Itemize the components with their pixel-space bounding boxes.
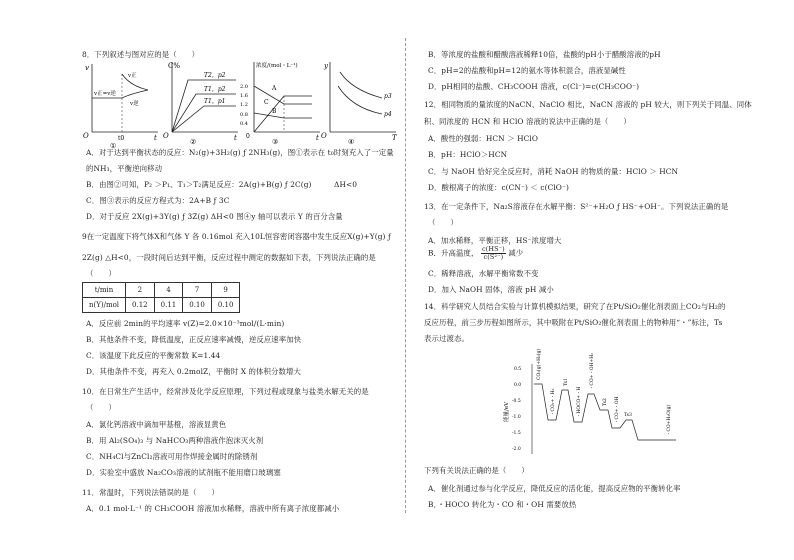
fig2-line3-label: T1，p1 (204, 98, 226, 105)
fig4-p4: p4 (384, 111, 392, 118)
q12-option-b: B．pH：HClO＞HCN (428, 150, 508, 159)
q13-option-a: A．加水稀释，平衡正移，HS⁻浓度增大 (428, 236, 562, 245)
energy-label: CO₂(g)+H₂(g) (537, 348, 542, 380)
fig2-line1-label: T2，p2 (204, 72, 226, 79)
table-row (83, 298, 240, 313)
table-cell: 7 (183, 283, 212, 298)
table-cell: 4 (154, 283, 183, 298)
q9-option-d: D．其他条件不变，再充入 0.2molZ，平衡时 X 的体积分数增大 (86, 367, 301, 376)
q13-stem-line2: （ ） (428, 218, 458, 227)
fig2-y-label: C% (168, 62, 181, 70)
q9-stem-line2: 2Z(g) △H<0，一段时间后达到平衡，反应过程中测定的数据如下表，下列说法正确的是 (82, 253, 376, 262)
ytick: 0.5 (514, 367, 522, 372)
q10-stem-line2: （ ） (86, 403, 116, 412)
q9-stem-line3: （ ） (86, 269, 116, 278)
fig2-number: ② (190, 138, 197, 146)
fig1-number: ① (110, 142, 117, 150)
ytick: 0.0 (514, 383, 522, 388)
fig1-origin: O (83, 132, 89, 140)
q10-option-d: D．实验室中盛放 Na₂CO₃溶液的试剂瓶不能用磨口玻璃塞 (86, 468, 281, 477)
energy-y-label: 能量/eV (504, 401, 510, 422)
q9-option-b: B．其他条件不变，降低温度，正反应速率减慢，逆反应速率加快 (86, 335, 302, 344)
q12-stem-line1: 12．相同物质的量浓度的NaCN、NaClO 相比，NaCN 溶液的 pH 较大，则下列关于同温、同体 (424, 100, 752, 109)
fig1-t0: t0 (118, 135, 125, 142)
fig3-x-label: t (316, 134, 319, 142)
energy-label: ・CO+・OH+H₂ (590, 352, 595, 390)
q9-option-a: A．反应前 2min的平均速率 v(Z)=2.0×10⁻³mol/(L·min) (86, 319, 285, 328)
q8-option-a-line1: A．对于达到平衡状态的反应：N₂(g)+3H₂(g) ƒ 2NH₃(g)，图①表示在 t₀时刻充入了一定量 (86, 148, 394, 157)
q8-stem: 8．下列叙述与图对应的是（ ） (82, 50, 200, 59)
ytick: -1.5 (512, 431, 521, 436)
q14-energy-diagram (500, 350, 680, 460)
fig1-y-label: v (85, 64, 89, 72)
q10-option-a: A．氯化钙溶液中滴加甲基橙，溶液显黄色 (86, 420, 227, 429)
energy-label: ・HOCO+・H (577, 386, 582, 418)
ytick: -2.0 (512, 447, 521, 452)
energy-label: ・CO+・OH (615, 396, 620, 424)
table-cell: 0.10 (183, 298, 212, 313)
q8-figure-3 (238, 58, 324, 146)
fig3-label-a: A (272, 85, 277, 92)
fig1-vpos: v正 (128, 73, 137, 79)
table-cell: 0.12 (126, 298, 155, 313)
q11-option-b: B．等浓度的盐酸和醋酸溶液稀释10倍，盐酸的pH小于醋酸溶液的pH (428, 50, 661, 59)
q8-figure-1 (80, 60, 162, 150)
table-cell: 2 (126, 283, 155, 298)
fig4-origin: O (321, 132, 327, 140)
q13-option-b-suffix: 减少 (508, 248, 524, 258)
fig3-origin: 0 (246, 133, 250, 140)
q10-option-c: C．NH₄Cl与ZnCl₂溶液可用作焊接金属时的除锈剂 (86, 452, 258, 461)
fig3-ytick-4: 0.8 (240, 112, 248, 118)
q9-data-table (82, 282, 240, 313)
fig3-ytick-2: 1.6 (240, 93, 248, 99)
q9-stem-line1: 9在一定温度下将气体X和气体 Y 各 0.16mol 充入10L恒容密闭容器中发生反应X(g)+Y(g) ƒ (82, 232, 391, 241)
fig4-p3: p3 (384, 93, 392, 100)
q14-stem-line1: 14．科学研究人员结合实验与计算机模拟结果，研究了在Pt/SiO₂催化剂表面上CO₂与H₂的 (424, 302, 726, 311)
q8-option-d: D．对于反应 2X(g)+3Y(g) ƒ 3Z(g) ΔH<0 图④y 轴可以表示 Y 的百分含量 (86, 212, 343, 221)
fig4-x-label: T (392, 134, 397, 142)
q8-option-a-line2: 的NH₃，平衡逆向移动 (86, 164, 163, 173)
q8-option-b: B．由图②可知，P₂ ＞P₁、T₁＞T₂满足反应：2A(g)+B(g) ƒ 2C(g) ΔH<0 (86, 180, 358, 189)
q13-fraction (481, 246, 506, 261)
q10-option-b: B．用 Al₂(SO₄)₃ 与 NaHCO₃两种溶液作泡沫灭火剂 (86, 436, 264, 445)
q12-option-c: C．与 NaOH 恰好完全反应时，消耗 NaOH 的物质的量：HClO ＞ HCN (428, 167, 679, 176)
ytick: -0.5 (512, 399, 521, 404)
q13-fraction-numerator: c(HS⁻) (481, 245, 505, 253)
q12-option-a: A．酸性的强弱：HCN ＞ HClO (428, 134, 539, 143)
fig2-line2-label: T1，p2 (204, 86, 226, 93)
q8-figure-2 (160, 58, 242, 146)
q14-stem-line3: 表示过渡态。 (424, 334, 469, 343)
q11-option-a: A．0.1 mol·L⁻¹ 的 CH₃COOH 溶液加水稀释，溶液中所有离子浓度都减小 (86, 504, 340, 513)
fig3-y-label: 浓度/(mol・L⁻¹) (256, 63, 298, 69)
energy-label: ・CO+H₂O(g) (667, 404, 672, 436)
q13-option-b (428, 246, 523, 261)
energy-label: Ts1 (564, 378, 569, 386)
fig1-eq: v正=v逆 (94, 91, 116, 97)
q12-stem-line2: 积、同浓度的 HCN 和 HClO 溶液的说法中正确的是（ ） (424, 117, 631, 126)
table-cell: 0.11 (154, 298, 183, 313)
q11-option-d: D．pH相同的盐酸、CH₃COOH 溶液，c(Cl⁻)=c(CH₃COO⁻) (428, 82, 640, 91)
fig3-number: ③ (272, 138, 279, 146)
table-row (83, 283, 240, 298)
table-cell: 9 (211, 283, 240, 298)
fig3-ytick-5: 0.4 (240, 121, 248, 127)
ytick: -1.0 (512, 415, 521, 420)
q13-option-c: C．稀释溶液，水解平衡常数不变 (428, 269, 539, 278)
q13-option-b-prefix: B．升高温度， (428, 248, 479, 258)
fig2-x-label: t (234, 134, 237, 142)
q14-stem-line2: 反应历程，前三步历程如图所示，其中吸附在Pt/SiO₂催化剂表面上的物种用“・”标注，Ts (424, 318, 723, 327)
q8-figure-4 (318, 58, 400, 146)
fig4-number: ④ (348, 138, 355, 146)
fig4-y-label: y (324, 62, 328, 70)
q13-option-d: D．加入 NaOH 固体，溶液 pH 减小 (428, 285, 554, 294)
column-divider (405, 38, 407, 513)
fig2-origin: O (163, 132, 169, 140)
q14-option-b: B．・HOCO 转化为・CO 和・OH 需要放热 (428, 500, 577, 509)
q10-stem-line1: 10．在日常生产生活中，经常涉及化学反应原理，下列过程或现象与盐类水解无关的是 (82, 387, 369, 396)
q14-option-a: A．催化剂通过参与化学反应，降低反应的活化能，提高反应物的平衡转化率 (428, 484, 681, 493)
q9-option-c: C．该温度下此反应的平衡常数 K=1.44 (86, 351, 221, 360)
q13-stem-line1: 13．在一定条件下，Na₂S溶液存在水解平衡：S²⁻+H₂O ƒ HS⁻+OH⁻。下列说法正确的是 (424, 202, 729, 211)
fig3-label-c: C (264, 99, 269, 106)
fig3-label-b: B (272, 108, 277, 115)
energy-label: ・CO₂+・H₂ (551, 388, 556, 416)
q13-fraction-denominator: c(S²⁻) (483, 253, 504, 261)
fig1-x-label: t (154, 134, 157, 142)
energy-label: Ts2 (603, 398, 608, 406)
energy-label: Ts3 (624, 413, 632, 418)
fig3-ytick-3: 1.2 (240, 102, 248, 108)
table-cell: t/min (83, 283, 126, 298)
table-cell: n(Y)/mol (83, 298, 126, 313)
q11-stem: 11．常温时，下列说法错误的是（ ） (82, 488, 219, 497)
q12-option-d: D．酸根离子的浓度：c(CN⁻) ＜ c(ClO⁻) (428, 183, 569, 192)
fig3-ytick-1: 2.0 (240, 84, 248, 90)
q14-question: 下列有关说法正确的是（ ） (424, 466, 529, 475)
q11-option-c: C．pH=2的盐酸和pH=12的氨水等体积混合，溶液显碱性 (428, 66, 626, 75)
q8-option-c: C．图③表示的反应方程式为：2A+B ƒ 3C (86, 196, 230, 205)
fig1-vneg: v逆 (130, 101, 139, 107)
table-cell: 0.10 (211, 298, 240, 313)
